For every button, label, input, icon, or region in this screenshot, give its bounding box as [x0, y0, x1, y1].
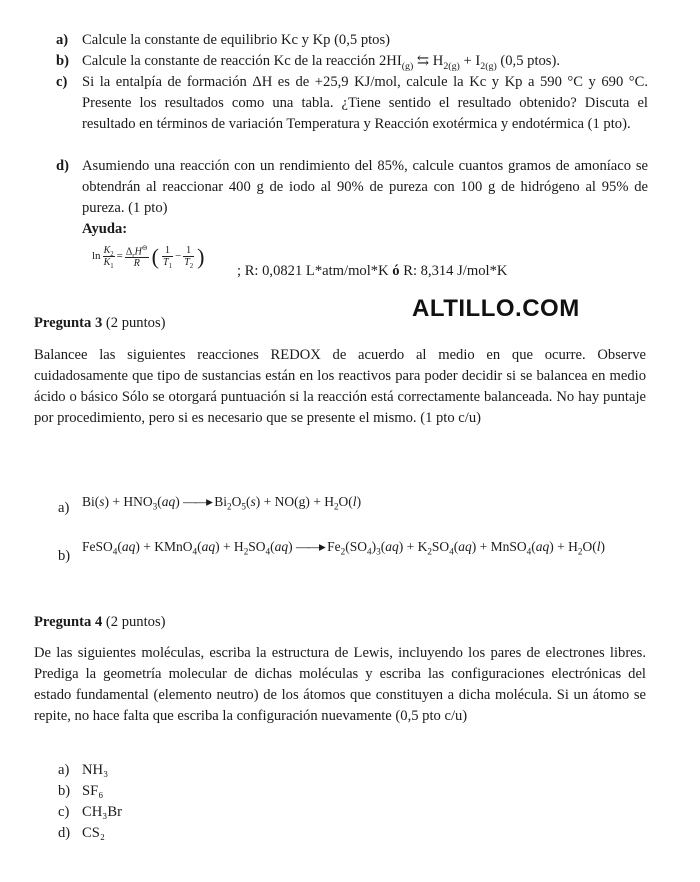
molecule-d: d) CS₂	[58, 825, 105, 841]
molecule-b: b) SF₆	[58, 783, 104, 799]
vant-hoff-equation: ln $\frac{K_2}{K_1}$ = $\frac{\Delta_rH^⊖}{R}$ ( $\frac{1}{T_1}$ − $\frac{1}{T_2}$ )	[92, 243, 205, 270]
reaction-b-label: b)	[58, 548, 71, 564]
reaction-b: FeSO$_4$(aq) + KMnO$_4$(aq) + $H_2SO_4(aq)$ ——▸ $Fe_2(SO_4)_3(aq) + K_2SO_4(aq)$ + MnSO$_4$(aq) + $H_2O(l)$	[82, 539, 605, 557]
question-3-body: Balancee las siguientes reacciones REDOX de acuerdo al medio en que ocurre. Observe cuidadosamente que tipo de sustancias están en los reactivos para poder decidir si se balancea en medio ácido o básico Sólo se otorgará puntuación si la reacción está correctamente balanceada. No hay puntaje por procedimiento, pero si es necesario que se presente el mismo. (1 pto c/u)	[34, 347, 646, 426]
item-label: c)	[56, 74, 68, 90]
item-text: Si la entalpía de formación ΔH es de +25,9 KJ/mol, calcule la Kc y Kp a 590 °C y 690 °C. Presente los resultados como una tabla. ¿Tiene sentido el resultado obtenido? Discuta el resultado en términos de variación Temperatura y Reacción exotérmica y endotérmica (1 pto).	[82, 74, 648, 132]
question-title: Pregunta 4	[34, 614, 103, 630]
item-label: d)	[56, 158, 69, 174]
item-text: Asumiendo una reacción con un rendimiento del 85%, calcule cuantos gramos de amoníaco se obtendrán al reaccionar 400 g de iodo al 90% de pureza con 100 g de hidrógeno al 95% de pureza. (1 pto)	[82, 158, 648, 216]
item-text: Calcule la constante de reacción Kc de la reacción $2HI_{(g)}$ ⇆ $H_{2(g)} + I_{2(g)}$ (0,5 ptos).	[82, 53, 560, 72]
question-3-heading	[34, 313, 166, 334]
help-title: Ayuda:	[82, 221, 128, 237]
molecule-a: a) NH₃	[58, 762, 109, 778]
question-4-heading	[34, 612, 166, 633]
reaction-a-label: a)	[58, 500, 70, 516]
reaction-a: $Bi(s) + HNO_3(aq)$ ——▸ $Bi_2O_5(s) + NO(g) + H_2O(l)$	[82, 494, 362, 512]
watermark-logo: ALTILLO.COM	[412, 295, 580, 322]
question-points: (2 puntos)	[105, 315, 166, 331]
molecule-c: c) CH₃Br	[58, 804, 122, 820]
question-title: Pregunta 3	[34, 315, 103, 331]
item-label: b)	[56, 53, 69, 69]
item-text: Calcule la constante de equilibrio Kc y Kp (0,5 ptos)	[82, 32, 391, 48]
item-label: a)	[56, 32, 69, 48]
question-4-body: De las siguientes moléculas, escriba la estructura de Lewis, incluyendo los pares de electrones libres. Prediga la geometría molecular de dichas moléculas y escriba las configuraciones electrónicas del estado fundamental (elemento neutro) de los átomos que constituyen a dicha molécula. Si un átomo se repite, no hace falta que escriba la configuración nuevamente (0,5 pto c/u)	[34, 645, 646, 724]
question-points: (2 puntos)	[105, 614, 166, 630]
gas-constants: ; R: 0,0821 L*atm/mol*K ó R: 8,314 J/mol*K	[237, 263, 508, 279]
